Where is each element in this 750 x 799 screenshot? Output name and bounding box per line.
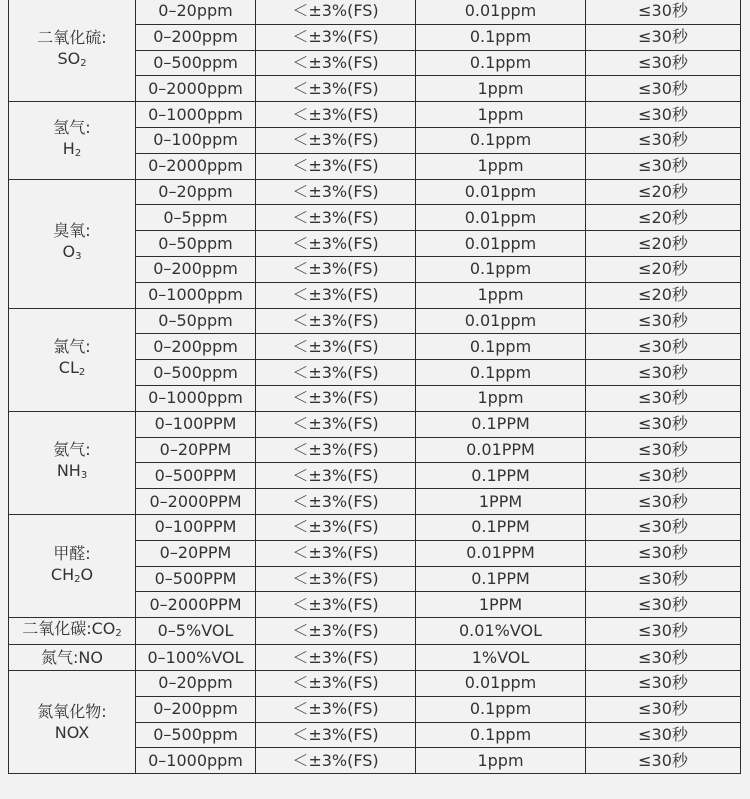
response-time-cell: ≤30秒 — [586, 645, 741, 671]
response-time-cell: ≤30秒 — [586, 50, 741, 76]
response-time-cell: ≤30秒 — [586, 592, 741, 618]
range-cell: 0–200ppm — [136, 24, 256, 50]
spec-table-body — [9, 0, 741, 774]
range-cell: 0–2000ppm — [136, 76, 256, 102]
accuracy-cell: ＜±3%(FS) — [256, 463, 416, 489]
accuracy-cell: ＜±3%(FS) — [256, 205, 416, 231]
table-row — [9, 0, 741, 24]
range-cell: 0–20PPM — [136, 437, 256, 463]
range-cell: 0–500ppm — [136, 50, 256, 76]
resolution-cell: 0.1ppm — [416, 360, 586, 386]
range-cell: 0–500PPM — [136, 463, 256, 489]
response-time-cell: ≤30秒 — [586, 385, 741, 411]
range-cell: 0–5ppm — [136, 205, 256, 231]
response-time-cell: ≤30秒 — [586, 153, 741, 179]
accuracy-cell: ＜±3%(FS) — [256, 24, 416, 50]
range-cell: 0–20ppm — [136, 179, 256, 205]
resolution-cell: 0.1ppm — [416, 696, 586, 722]
formula-subscript: 3 — [75, 251, 82, 263]
accuracy-cell: ＜±3%(FS) — [256, 645, 416, 671]
resolution-cell: 0.01ppm — [416, 231, 586, 257]
resolution-cell: 0.1ppm — [416, 50, 586, 76]
resolution-cell: 1PPM — [416, 489, 586, 515]
response-time-cell: ≤30秒 — [586, 411, 741, 437]
range-cell: 0–2000ppm — [136, 153, 256, 179]
accuracy-cell: ＜±3%(FS) — [256, 127, 416, 153]
response-time-cell: ≤30秒 — [586, 670, 741, 696]
resolution-cell: 1ppm — [416, 153, 586, 179]
response-time-cell: ≤30秒 — [586, 514, 741, 540]
response-time-cell: ≤30秒 — [586, 360, 741, 386]
gas-name-cell — [9, 0, 136, 102]
response-time-cell: ≤30秒 — [586, 618, 741, 645]
accuracy-cell: ＜±3%(FS) — [256, 385, 416, 411]
range-cell: 0–2000PPM — [136, 489, 256, 515]
formula-subscript: 2 — [74, 573, 81, 585]
formula-subscript: 3 — [80, 470, 88, 482]
range-cell: 0–100PPM — [136, 411, 256, 437]
range-cell: 0–200ppm — [136, 256, 256, 282]
accuracy-cell: ＜±3%(FS) — [256, 437, 416, 463]
gas-chinese-name: 氮氧化物: — [37, 702, 107, 722]
accuracy-cell: ＜±3%(FS) — [256, 618, 416, 645]
resolution-cell: 0.1PPM — [416, 411, 586, 437]
range-cell: 0–20PPM — [136, 540, 256, 566]
resolution-cell: 0.1PPM — [416, 463, 586, 489]
gas-formula: CL — [58, 358, 79, 378]
accuracy-cell: ＜±3%(FS) — [256, 153, 416, 179]
gas-name-cell — [9, 514, 136, 617]
formula-suffix: O — [80, 564, 94, 584]
accuracy-cell: ＜±3%(FS) — [256, 360, 416, 386]
range-cell: 0–500PPM — [136, 566, 256, 592]
response-time-cell: ≤30秒 — [586, 696, 741, 722]
gas-chinese-name: 臭氧: — [53, 221, 91, 241]
resolution-cell: 1PPM — [416, 592, 586, 618]
accuracy-cell: ＜±3%(FS) — [256, 334, 416, 360]
accuracy-cell: ＜±3%(FS) — [256, 514, 416, 540]
response-time-cell: ≤20秒 — [586, 205, 741, 231]
gas-formula: NOX — [54, 723, 90, 743]
accuracy-cell: ＜±3%(FS) — [256, 566, 416, 592]
table-row — [9, 102, 741, 128]
resolution-cell: 0.1ppm — [416, 24, 586, 50]
accuracy-cell: ＜±3%(FS) — [256, 50, 416, 76]
resolution-cell: 1ppm — [416, 282, 586, 308]
resolution-cell: 1ppm — [416, 748, 586, 774]
response-time-cell: ≤30秒 — [586, 76, 741, 102]
range-cell: 0–50ppm — [136, 231, 256, 257]
range-cell: 0–500ppm — [136, 360, 256, 386]
range-cell: 0–2000PPM — [136, 592, 256, 618]
resolution-cell: 0.1ppm — [416, 127, 586, 153]
range-cell: 0–100%VOL — [136, 645, 256, 671]
gas-formula: H — [62, 138, 75, 158]
response-time-cell: ≤30秒 — [586, 308, 741, 334]
range-cell: 0–100ppm — [136, 127, 256, 153]
gas-chinese-name: 二氧化硫: — [37, 27, 107, 47]
range-cell: 0–50ppm — [136, 308, 256, 334]
table-row — [9, 514, 741, 540]
table-row — [9, 308, 741, 334]
range-cell: 0–500ppm — [136, 722, 256, 748]
gas-name-cell — [9, 308, 136, 411]
response-time-cell: ≤30秒 — [586, 102, 741, 128]
resolution-cell: 0.1ppm — [416, 334, 586, 360]
range-cell: 0–20ppm — [136, 0, 256, 24]
gas-chinese-name: 二氧化碳:CO — [22, 619, 116, 639]
accuracy-cell: ＜±3%(FS) — [256, 696, 416, 722]
accuracy-cell: ＜±3%(FS) — [256, 722, 416, 748]
accuracy-cell: ＜±3%(FS) — [256, 411, 416, 437]
gas-formula: NH — [56, 461, 81, 481]
resolution-cell: 0.01%VOL — [416, 618, 586, 645]
response-time-cell: ≤30秒 — [586, 0, 741, 24]
range-cell: 0–1000ppm — [136, 748, 256, 774]
response-time-cell: ≤20秒 — [586, 282, 741, 308]
resolution-cell: 0.01ppm — [416, 308, 586, 334]
table-row — [9, 179, 741, 205]
gas-name-cell — [9, 411, 136, 514]
accuracy-cell: ＜±3%(FS) — [256, 0, 416, 24]
range-cell: 0–1000ppm — [136, 102, 256, 128]
accuracy-cell: ＜±3%(FS) — [256, 540, 416, 566]
response-time-cell: ≤20秒 — [586, 256, 741, 282]
range-cell: 0–1000ppm — [136, 385, 256, 411]
resolution-cell: 1%VOL — [416, 645, 586, 671]
response-time-cell: ≤30秒 — [586, 489, 741, 515]
resolution-cell: 0.01ppm — [416, 205, 586, 231]
resolution-cell: 0.1ppm — [416, 722, 586, 748]
gas-name-cell — [9, 670, 136, 773]
accuracy-cell: ＜±3%(FS) — [256, 256, 416, 282]
resolution-cell: 0.01ppm — [416, 670, 586, 696]
gas-chinese-name: 氨气: — [53, 440, 91, 460]
table-row — [9, 645, 741, 671]
range-cell: 0–100PPM — [136, 514, 256, 540]
accuracy-cell: ＜±3%(FS) — [256, 231, 416, 257]
response-time-cell: ≤30秒 — [586, 334, 741, 360]
table-row — [9, 670, 741, 696]
resolution-cell: 0.01ppm — [416, 179, 586, 205]
accuracy-cell: ＜±3%(FS) — [256, 179, 416, 205]
gas-chinese-name: 氯气: — [53, 337, 91, 357]
response-time-cell: ≤30秒 — [586, 24, 741, 50]
gas-name-cell — [9, 179, 136, 308]
gas-chinese-name: 甲醛: — [53, 543, 91, 563]
range-cell: 0–200ppm — [136, 334, 256, 360]
response-time-cell: ≤30秒 — [586, 463, 741, 489]
resolution-cell: 1ppm — [416, 76, 586, 102]
range-cell: 0–20ppm — [136, 670, 256, 696]
gas-formula: SO — [57, 48, 81, 68]
range-cell: 0–1000ppm — [136, 282, 256, 308]
formula-subscript: 2 — [80, 57, 87, 69]
gas-name-cell — [9, 102, 136, 179]
accuracy-cell: ＜±3%(FS) — [256, 76, 416, 102]
accuracy-cell: ＜±3%(FS) — [256, 489, 416, 515]
range-cell: 0–200ppm — [136, 696, 256, 722]
response-time-cell: ≤30秒 — [586, 437, 741, 463]
accuracy-cell: ＜±3%(FS) — [256, 592, 416, 618]
gas-name-cell — [9, 645, 136, 671]
resolution-cell: 0.01ppm — [416, 0, 586, 24]
formula-subscript: 2 — [78, 367, 86, 379]
table-row — [9, 411, 741, 437]
accuracy-cell: ＜±3%(FS) — [256, 282, 416, 308]
resolution-cell: 1ppm — [416, 385, 586, 411]
gas-sensor-spec-table — [8, 0, 741, 774]
accuracy-cell: ＜±3%(FS) — [256, 748, 416, 774]
resolution-cell: 0.1PPM — [416, 514, 586, 540]
response-time-cell: ≤30秒 — [586, 127, 741, 153]
accuracy-cell: ＜±3%(FS) — [256, 308, 416, 334]
table-row — [9, 618, 741, 645]
gas-chinese-name: 氢气: — [53, 117, 91, 137]
resolution-cell: 0.1PPM — [416, 566, 586, 592]
response-time-cell: ≤20秒 — [586, 231, 741, 257]
response-time-cell: ≤30秒 — [586, 722, 741, 748]
resolution-cell: 0.01PPM — [416, 540, 586, 566]
accuracy-cell: ＜±3%(FS) — [256, 670, 416, 696]
gas-chinese-name: 氮气:NO — [41, 648, 103, 668]
gas-name-cell — [9, 618, 136, 645]
formula-subscript: 2 — [115, 628, 122, 640]
resolution-cell: 1ppm — [416, 102, 586, 128]
gas-formula: CH — [50, 564, 75, 584]
gas-formula: O — [62, 242, 76, 262]
response-time-cell: ≤30秒 — [586, 540, 741, 566]
formula-subscript: 2 — [74, 147, 82, 159]
response-time-cell: ≤30秒 — [586, 748, 741, 774]
resolution-cell: 0.1ppm — [416, 256, 586, 282]
response-time-cell: ≤30秒 — [586, 566, 741, 592]
accuracy-cell: ＜±3%(FS) — [256, 102, 416, 128]
range-cell: 0–5%VOL — [136, 618, 256, 645]
response-time-cell: ≤20秒 — [586, 179, 741, 205]
resolution-cell: 0.01PPM — [416, 437, 586, 463]
